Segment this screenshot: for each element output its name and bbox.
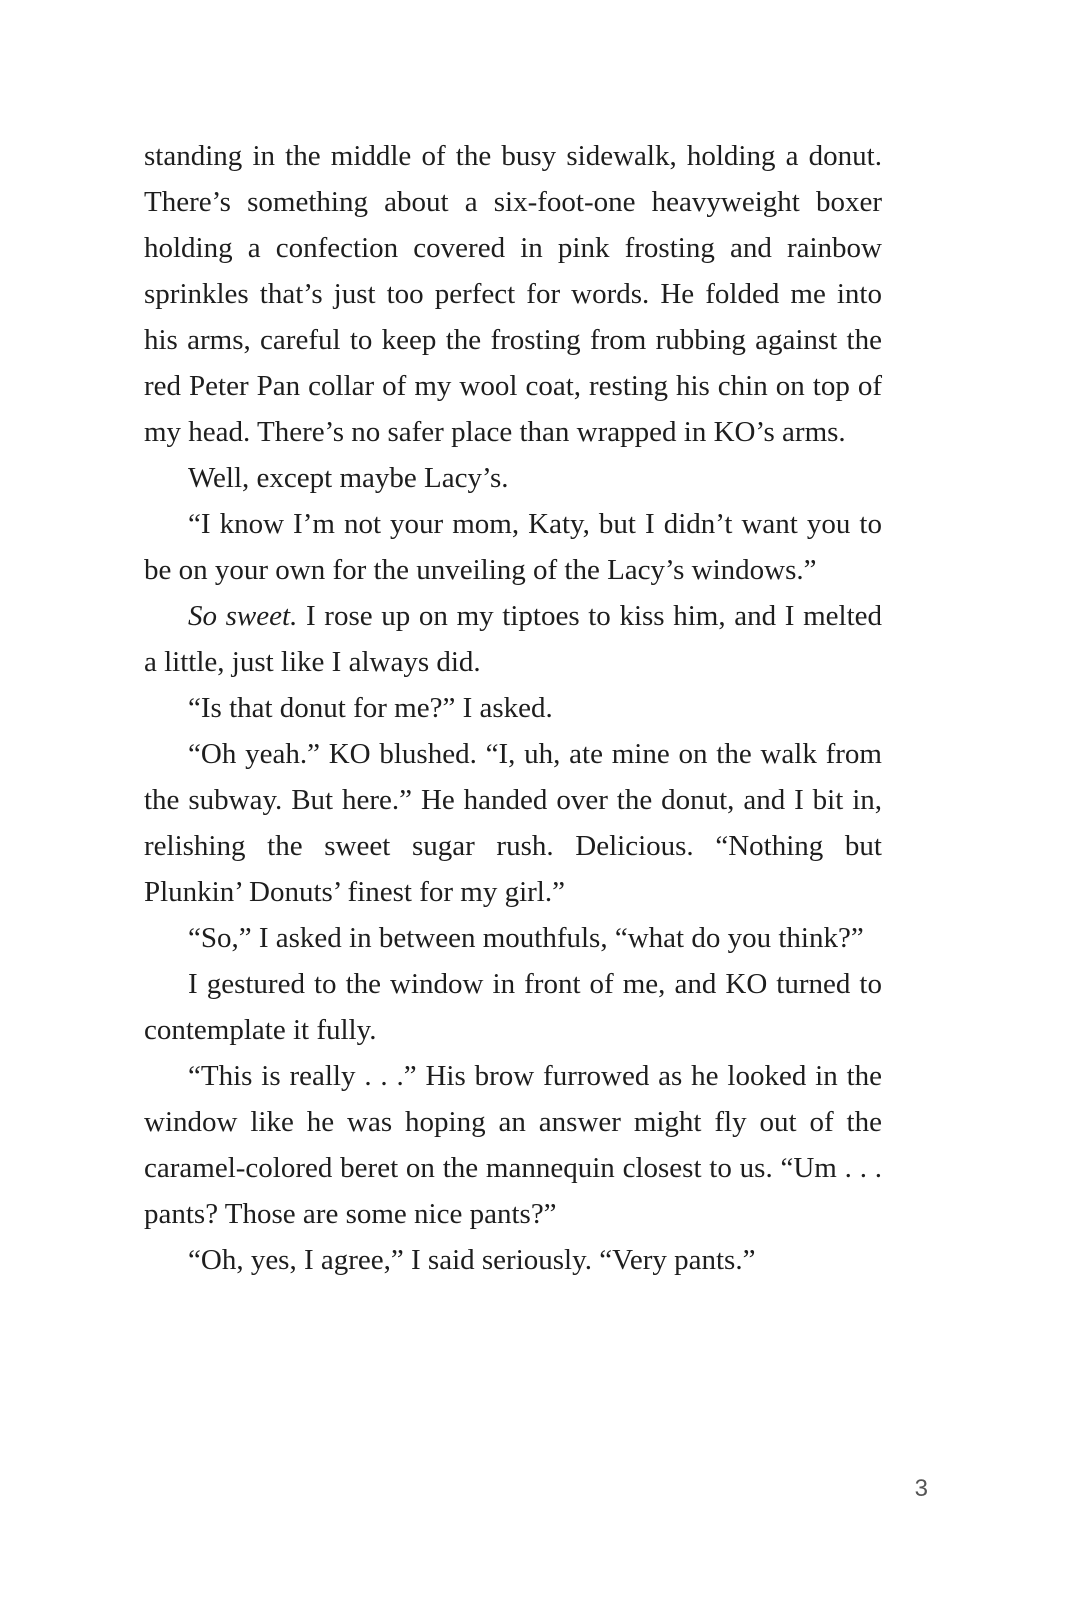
paragraph-5: [144, 685, 882, 731]
paragraph-10-text: “Oh, yes, I agree,” I said seriously. “Very pants.”: [188, 1244, 756, 1276]
paragraph-3-text: “I know I’m not your mom, Katy, but I didn’t want you to be on your own for the unveiling of the Lacy’s windows.”: [144, 508, 882, 586]
paragraph-8-text: I gestured to the window in front of me, and KO turned to contemplate it fully.: [144, 968, 882, 1046]
paragraph-1-text: standing in the middle of the busy sidewalk, holding a donut. There’s something about a six-foot-one heavyweight boxer holding a confection covered in pink frosting and rainbow sprinkles that’s just too perfect for words. He folded me into his arms, careful to keep the frosting from rubbing against the red Peter Pan collar of my wool coat, resting his chin on top of my head. There’s no safer place than wrapped in KO’s arms.: [144, 140, 882, 448]
paragraph-7: [144, 915, 882, 961]
body-text: [144, 133, 882, 1283]
paragraph-4-text: I rose up on my tiptoes to kiss him, and I melted a little, just like I always did.: [144, 600, 882, 678]
paragraph-6-text: “Oh yeah.” KO blushed. “I, uh, ate mine on the walk from the subway. But here.” He handed over the donut, and I bit in, relishing the sweet sugar rush. Delicious. “Nothing but Plunkin’ Donuts’ finest for my girl.”: [144, 738, 882, 908]
paragraph-2-text: Well, except maybe Lacy’s.: [188, 462, 509, 494]
page-number: 3: [914, 1475, 928, 1502]
paragraph-9: [144, 1053, 882, 1237]
paragraph-4: [144, 593, 882, 685]
paragraph-4-italic: So sweet.: [188, 600, 298, 632]
paragraph-3: [144, 501, 882, 593]
paragraph-1: [144, 133, 882, 455]
paragraph-2: [144, 455, 882, 501]
paragraph-5-text: “Is that donut for me?” I asked.: [188, 692, 553, 724]
paragraph-9-text: “This is really . . .” His brow furrowed as he looked in the window like he was hoping an answer might fly out of the caramel-colored beret on the mannequin closest to us. “Um . . . pants? Those are some nice pants?”: [144, 1060, 882, 1230]
paragraph-7-text: “So,” I asked in between mouthfuls, “what do you think?”: [188, 922, 864, 954]
paragraph-6: [144, 731, 882, 915]
paragraph-8: [144, 961, 882, 1053]
paragraph-10: [144, 1237, 882, 1283]
